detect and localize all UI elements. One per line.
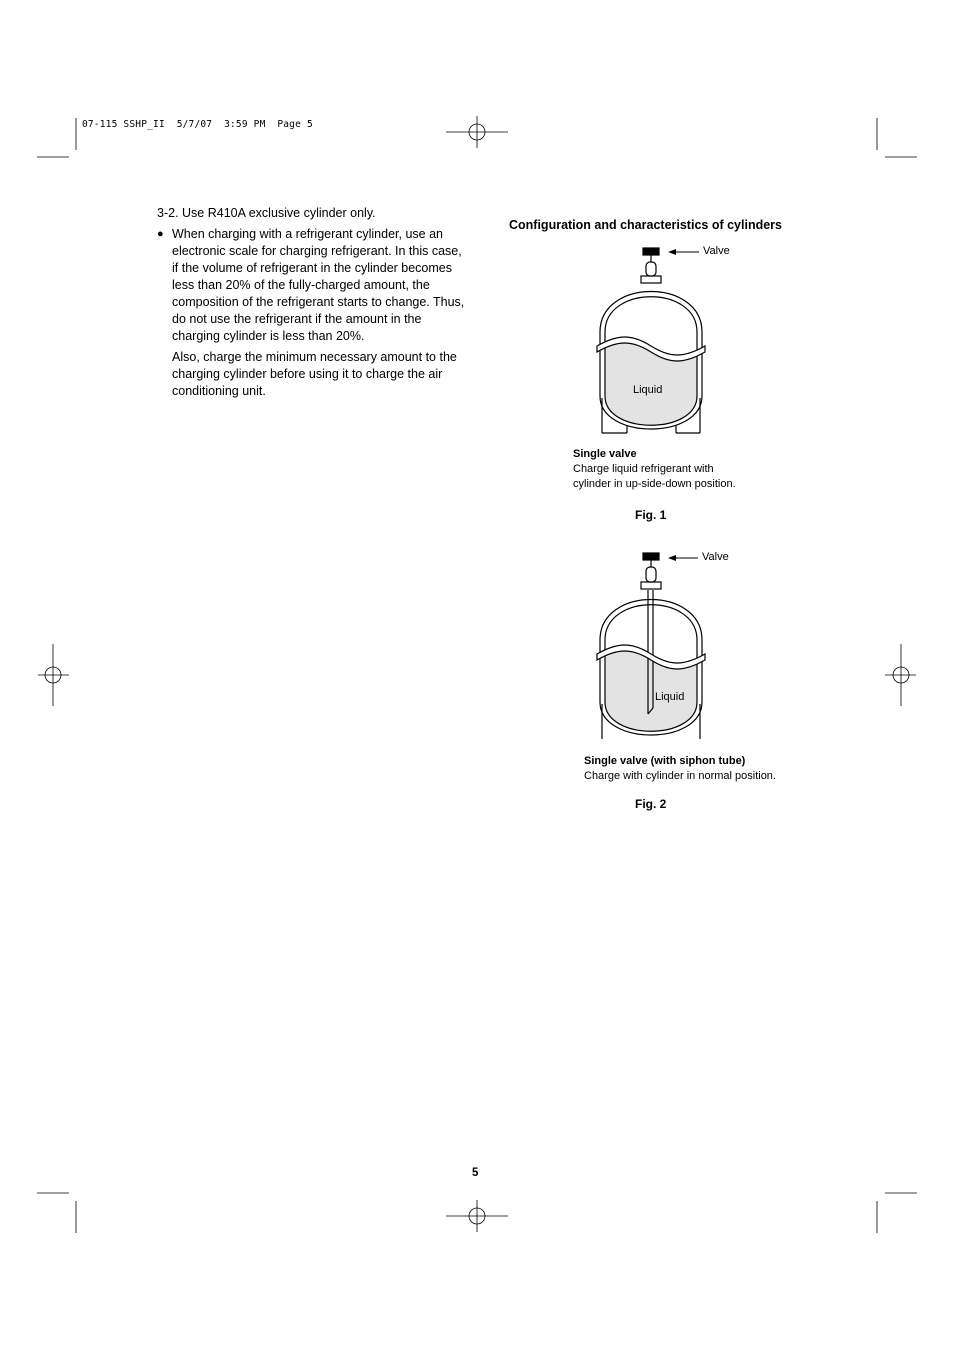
fig2-caption-title: Single valve (with siphon tube)	[584, 755, 746, 767]
fig2-caption	[584, 754, 776, 784]
fig2-valve-label: Valve	[702, 551, 729, 563]
fig1-caption-line1: Charge liquid refrigerant with	[573, 463, 714, 475]
fig2-label: Fig. 2	[635, 797, 667, 811]
cylinder-fig1	[597, 248, 705, 440]
body-paragraph: Also, charge the minimum necessary amount to the charging cylinder before using it to charge the air conditioning unit.	[172, 350, 457, 398]
fig1-label: Fig. 1	[635, 508, 667, 522]
fig1-caption-line2: cylinder in up-side-down position.	[573, 478, 736, 490]
page-number: 5	[472, 1167, 479, 1179]
print-slug: 07-115 SSHP_II 5/7/07 3:59 PM Page 5	[82, 119, 313, 130]
fig1-liquid-label: Liquid	[633, 384, 663, 396]
fig2-liquid-label: Liquid	[655, 691, 685, 703]
figure-section-title: Configuration and characteristics of cylinders	[509, 218, 782, 232]
fig2-caption-line1: Charge with cylinder in normal position.	[584, 770, 776, 782]
fig1-caption-title: Single valve	[573, 448, 637, 460]
fig1-valve-label: Valve	[703, 245, 730, 257]
bullet-text: When charging with a refrigerant cylinder, use an electronic scale for charging refrigerant. In this case, if the volume of refrigerant in the cylinder becomes less than 20% of the fully-charged amount, the composition of the refrigerant starts to change. Thus, do not use the refrigerant if the amount in the charging cylinder is less than 20%.	[172, 227, 465, 343]
bullet-icon: ●	[157, 228, 164, 240]
fig1-caption	[573, 447, 736, 492]
cylinder-fig2	[597, 553, 705, 745]
section-heading: 3-2. Use R410A exclusive cylinder only.	[157, 206, 376, 220]
